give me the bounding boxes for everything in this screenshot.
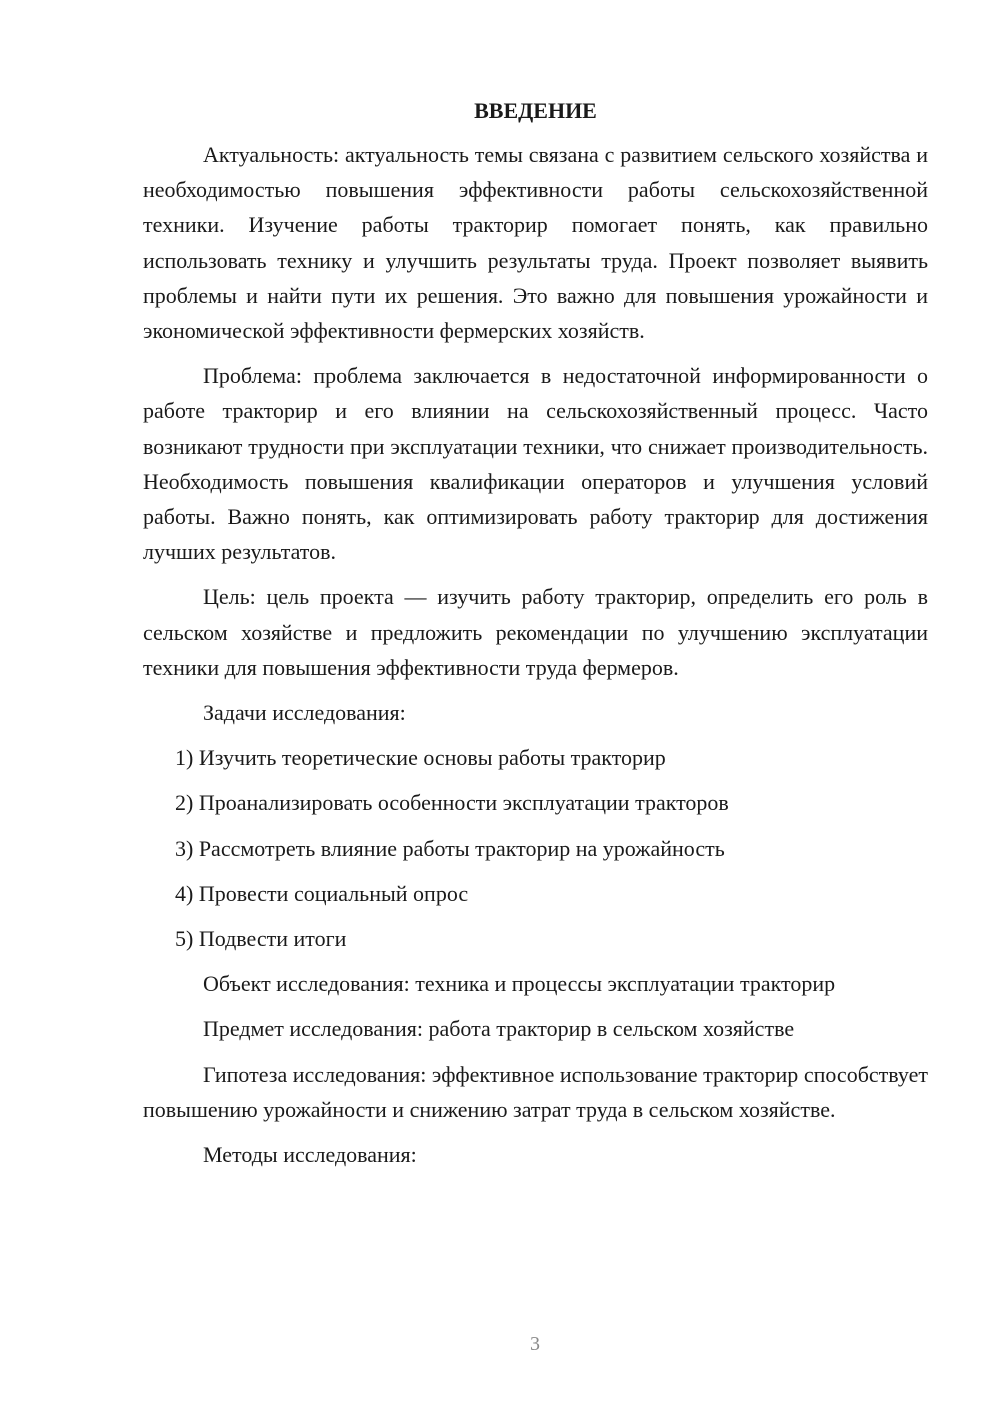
list-item: 2) Проанализировать особенности эксплуатации тракторов	[175, 790, 729, 816]
document-body	[143, 94, 928, 1182]
tasks-list	[143, 740, 928, 956]
relevance-paragraph: Актуальность: актуальность темы связана с развитием сельского хозяйства и необходимостью повышения эффективности работы сельскохозяйственной техники. Изучение работы тракторир помогает понять, как правильно использовать технику и улучшить результаты труда. Проект позволяет выявить проблемы и найти пути их решения. Это важно для повышения урожайности и экономической эффективности фермерских хозяйств.	[143, 142, 928, 344]
subject-line: Предмет исследования: работа тракторир в сельском хозяйстве	[203, 1016, 795, 1042]
list-item: 1) Изучить теоретические основы работы тракторир	[175, 745, 666, 771]
hypothesis-paragraph: Гипотеза исследования: эффективное использование тракторир способствует повышению урожайности и снижению затрат труда в сельском хозяйстве.	[143, 1061, 928, 1122]
list-item: 4) Провести социальный опрос	[175, 880, 469, 906]
object-line: Объект исследования: техника и процессы эксплуатации тракторир	[203, 971, 836, 997]
tasks-heading: Задачи исследования:	[203, 700, 406, 726]
list-item: 5) Подвести итоги	[175, 926, 347, 952]
list-item: 3) Рассмотреть влияние работы тракторир на урожайность	[175, 835, 725, 861]
problem-paragraph: Проблема: проблема заключается в недостаточной информированности о работе тракторир и его влиянии на сельскохозяйственный процесс. Часто возникают трудности при эксплуатации техники, что снижает производительность. Необходимость повышения квалификации операторов и улучшения условий работы. Важно понять, как оптимизировать работу тракторир для достижения лучших результатов.	[143, 363, 928, 565]
goal-paragraph: Цель: цель проекта — изучить работу тракторир, определить его роль в сельском хозяйстве и предложить рекомендации по улучшению эксплуатации техники для повышения эффективности труда фермеров.	[143, 584, 928, 680]
page-number: 3	[530, 1333, 540, 1355]
methods-heading: Методы исследования:	[203, 1142, 417, 1168]
page-title: ВВЕДЕНИЕ	[474, 98, 597, 123]
